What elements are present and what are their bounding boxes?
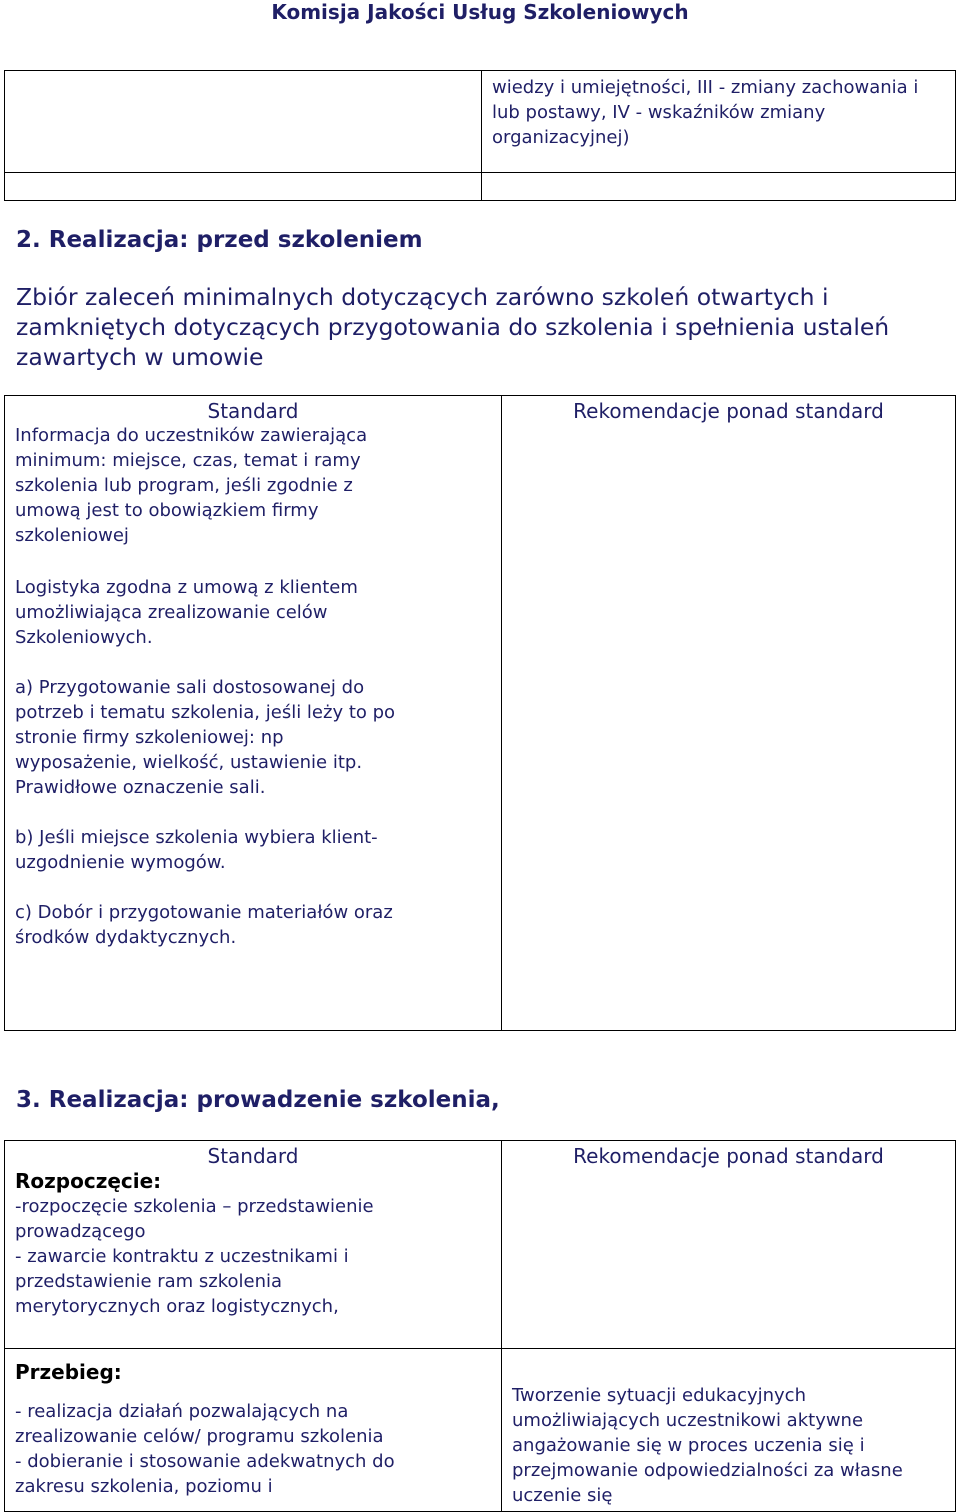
section2-title: 2. Realizacja: przed szkoleniem xyxy=(16,227,423,253)
paragraph: c) Dobór i przygotowanie materiałów oraz środków dydaktycznych. xyxy=(15,902,393,948)
section2-standard-cell xyxy=(5,396,502,1031)
section3-recommend-heading: Rekomendacje ponad standard xyxy=(573,1144,884,1168)
table1-empty-right xyxy=(482,173,956,201)
table-section3 xyxy=(4,1140,956,1512)
table1-right-text: wiedzy i umiejętności, III - zmiany zachowania i lub postawy, IV - wskaźników zmiany organizacyjnej) xyxy=(492,77,919,148)
table-criteria-continuation xyxy=(4,70,956,201)
section2-desc-line: zawartych w umowie xyxy=(16,343,264,371)
paragraph: a) Przygotowanie sali dostosowanej do potrzeb i tematu szkolenia, jeśli leży to po stronie firmy szkoleniowej: np wyposażenie, wielkość, ustawienie itp. Prawidłowe oznaczenie sali. xyxy=(15,677,396,798)
paragraph: Logistyka zgodna z umową z klientem umożliwiająca zrealizowanie celów Szkoleniowych. xyxy=(15,577,358,648)
table1-empty-left xyxy=(5,173,482,201)
paragraph: Informacja do uczestników zawierająca minimum: miejsce, czas, temat i ramy szkolenia lub program, jeśli zgodnie z umową jest to obowiązkiem firmy szkoleniowej xyxy=(15,425,368,546)
section2-desc-line: zamkniętych dotyczących przygotowania do szkolenia i spełnienia ustaleń xyxy=(16,313,890,341)
section2-recommend-cell xyxy=(502,396,956,1031)
section2-description xyxy=(16,282,889,372)
start-label: Rozpoczęcie: xyxy=(15,1169,162,1193)
table-section2 xyxy=(4,395,956,1031)
section3-progress-cell xyxy=(5,1349,502,1512)
paragraph: b) Jeśli miejsce szkolenia wybiera klient- uzgodnienie wymogów. xyxy=(15,827,378,873)
table1-cell-left xyxy=(5,71,482,173)
section2-standard-heading: Standard xyxy=(207,399,299,423)
table1-cell-right xyxy=(482,71,956,173)
section3-title: 3. Realizacja: prowadzenie szkolenia, xyxy=(16,1087,500,1113)
progress-right-content: Tworzenie sytuacji edukacyjnych umożliwiających uczestnikowi aktywne angażowanie się w proces uczenia się i przejmowanie odpowiedzialności za własne uczenie się xyxy=(512,1385,903,1506)
section2-standard-content xyxy=(15,423,491,950)
progress-content: - realizacja działań pozwalających na zrealizowanie celów/ programu szkolenia - dobieranie i stosowanie adekwatnych do zakresu szkolenia, poziomu i xyxy=(15,1401,395,1497)
section3-progress-right-cell xyxy=(502,1349,956,1512)
section2-desc-line: Zbiór zaleceń minimalnych dotyczących zarówno szkoleń otwartych i xyxy=(16,283,829,311)
section2-recommend-heading: Rekomendacje ponad standard xyxy=(573,399,884,423)
document-header: Komisja Jakości Usług Szkoleniowych xyxy=(271,0,689,24)
section3-standard-cell xyxy=(5,1141,502,1349)
section3-recommend-cell xyxy=(502,1141,956,1349)
section3-standard-heading: Standard xyxy=(207,1144,299,1168)
start-content: -rozpoczęcie szkolenia – przedstawienie prowadzącego - zawarcie kontraktu z uczestnikami i przedstawienie ram szkolenia merytorycznych oraz logistycznych, xyxy=(15,1196,374,1317)
progress-label: Przebieg: xyxy=(15,1360,122,1384)
